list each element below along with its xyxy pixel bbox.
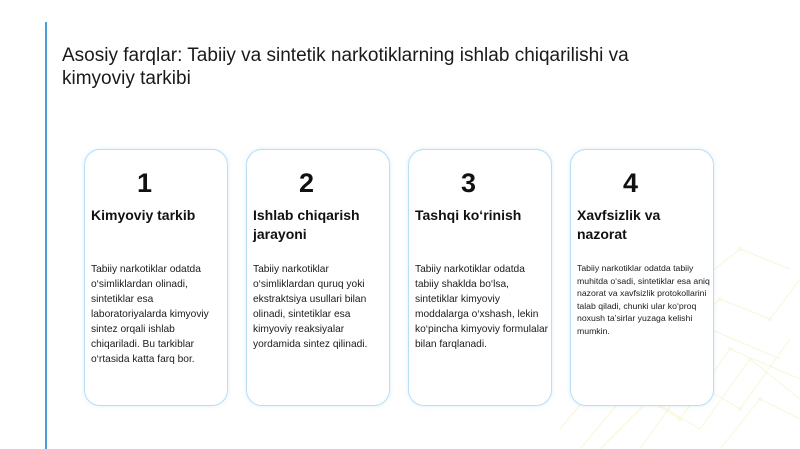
card-number: 4: [623, 168, 639, 198]
slide-title: Asosiy farqlar: Tabiiy va sintetik narkotiklarning ishlab chiqarilishi va kimyoviy tarkibi: [62, 45, 629, 89]
card-body: Tabiiy narkotiklar o‘simliklardan quruq yoki ekstraktsiya usullari bilan olinadi, sintetiklar esa kimyoviy reaksiyalar yordamida sintez qilinadi.: [253, 264, 368, 350]
card-1: [84, 149, 228, 406]
card-3: [408, 149, 552, 406]
card-body: Tabiiy narkotiklar odatda tabiiy muhitda o‘sadi, sintetiklar esa aniq nazorat va xavfsizlik protokollarini talab qiladi, chunki ular ko‘proq noxush ta’sirlar yuzaga kelishi mumkin.: [577, 263, 710, 336]
card-number: 1: [137, 168, 153, 198]
card-heading: Ishlab chiqarish jarayoni: [253, 207, 360, 242]
card-heading: Kimyoviy tarkib: [91, 207, 196, 223]
card-heading: Xavfsizlik va nazorat: [577, 207, 661, 242]
accent-line: [45, 22, 47, 449]
card-number: 2: [299, 168, 315, 198]
card-number: 3: [461, 168, 477, 198]
card-2: [246, 149, 390, 406]
card-body: Tabiiy narkotiklar odatda o‘simliklardan olinadi, sintetiklar esa laboratoriyalarda kimyoviy sintez orqali ishlab chiqariladi. Bu tarkiblar o‘rtasida katta farq bor.: [91, 264, 209, 365]
card-4: [570, 149, 714, 406]
card-heading: Tashqi ko‘rinish: [415, 207, 522, 223]
card-body: Tabiiy narkotiklar odatda tabiiy shaklda bo‘lsa, sintetiklar kimyoviy moddalarga o‘xshash, lekin ko‘pincha kimyoviy formulalar bilan farqlanadi.: [415, 264, 549, 350]
